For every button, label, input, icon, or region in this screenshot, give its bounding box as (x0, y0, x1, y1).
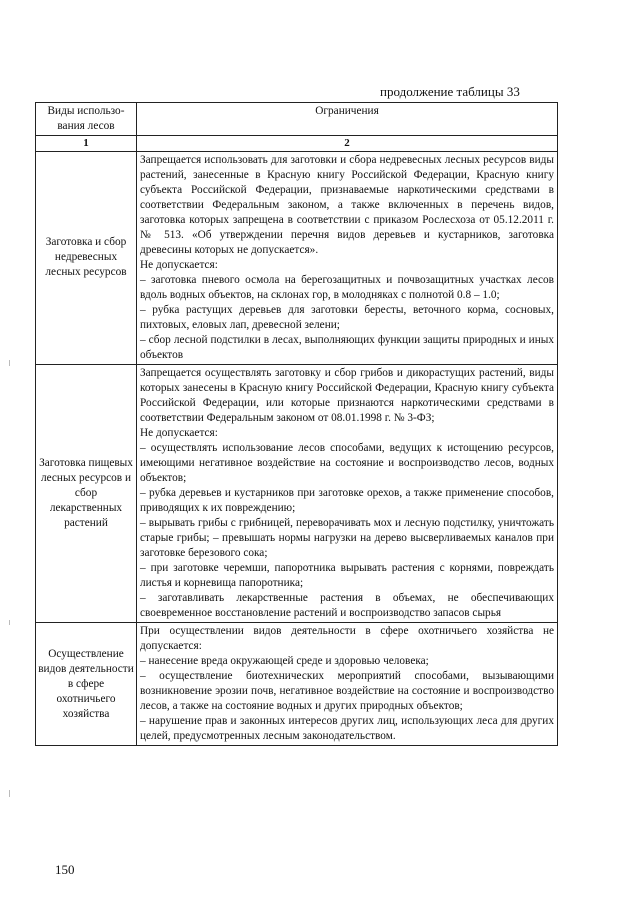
restriction-text: Запрещается использовать для заготовки и сбора недревесных лесных ресурсов виды растений, занесенные в Красную книгу Российской Федерации, Красную книгу субъекта Российской Федерации, признаваемые наркотическими средствами в соответствии Федеральным законом, а также включенных в перечень видов, заготовка которых запрещена в соответствии с приказом Рослесхоза от 05.12.2011 г. № 513. «Об утверждении перечня видов деревьев и кустарников, заготовка древесины которых не допускается». (140, 153, 554, 256)
column-number-1: 1 (36, 136, 137, 152)
table-row (36, 364, 558, 622)
usage-kind-cell: Заготовка и сбор недревесных лесных ресурсов (36, 151, 137, 364)
header-cell-kind: Виды использо-вания лесов (36, 103, 137, 136)
usage-kind-cell: Заготовка пищевых лесных ресурсов и сбор лекарственных растений (36, 364, 137, 622)
column-number-row (36, 136, 558, 152)
scan-artifact (9, 790, 10, 797)
restriction-text: – нанесение вреда окружающей среде и здоровью человека; (140, 655, 429, 668)
restriction-text: – заготовка пневого осмола на берегозащитных и почвозащитных участках лесов вдоль водных объектов, на склонах гор, в молодняках с полнотой 0.8 – 1.0; (140, 273, 554, 301)
restrictions-cell (137, 151, 558, 364)
restriction-text: – рубка растущих деревьев для заготовки бересты, веточного корма, сосновых, пихтовых, еловых лап, древесной зелени; (140, 303, 554, 331)
scan-artifact (9, 620, 10, 625)
restriction-text: Не допускается: (140, 426, 218, 439)
restriction-text: – осуществлять использование лесов способами, ведущих к истощению ресурсов, имеющими негативное воздействие на состояние и воспроизводство лесов, водных объектов; (140, 441, 554, 484)
table-row (36, 151, 558, 364)
restrictions-cell (137, 623, 558, 746)
restriction-text: Запрещается осуществлять заготовку и сбор грибов и дикорастущих растений, виды которых занесены в Красную книгу Российской Федерации, Красную книгу субъекта Российской Федерации, или которые признаются наркотическими средствами в соответствии Федеральным законом от 08.01.1998 г. № 3-ФЗ; (140, 366, 554, 424)
table-header-row (36, 103, 558, 136)
table-caption: продолжение таблицы 33 (380, 84, 520, 99)
restriction-text: – заготавливать лекарственные растения в объемах, не обеспечивающих своевременное восстановление растений и воспроизводство запасов сырья (140, 592, 554, 620)
scan-artifact (9, 360, 10, 366)
restrictions-cell (137, 364, 558, 622)
restriction-text: Не допускается: (140, 258, 218, 271)
restriction-text: – вырывать грибы с грибницей, переворачивать мох и лесную подстилку, уничтожать старые грибы; – превышать нормы нагрузки на дерево высверливаемых каналов при заготовке березового сока; (140, 517, 554, 560)
restriction-text: – рубка деревьев и кустарников при заготовке орехов, а также применение способов, приводящих к их повреждению; (140, 487, 554, 515)
table-row (36, 623, 558, 746)
restriction-text: При осуществлении видов деятельности в сфере охотничьего хозяйства не допускается: (140, 625, 554, 653)
restriction-text: – сбор лесной подстилки в лесах, выполняющих функции защиты природных и иных объектов (140, 333, 554, 361)
page-number: 150 (55, 862, 75, 877)
restriction-text: – нарушение прав и законных интересов других лиц, использующих леса для других целей, предусмотренных лесным законодательством. (140, 715, 554, 743)
usage-kind-cell: Осуществление видов деятельности в сфере охотничьего хозяйства (36, 623, 137, 746)
column-number-2: 2 (137, 136, 558, 152)
restriction-text: – при заготовке черемши, папоротника вырывать растения с корнями, повреждать листья и корневища папоротника; (140, 562, 554, 590)
header-cell-limits: Ограничения (137, 103, 558, 136)
restrictions-table (35, 102, 558, 746)
restriction-text: – осуществление биотехнических мероприятий способами, вызывающими возникновение эрозии почв, негативное воздействие на состояние и воспроизводство лесов, а также на состояние водных и других природных объектов; (140, 670, 554, 713)
